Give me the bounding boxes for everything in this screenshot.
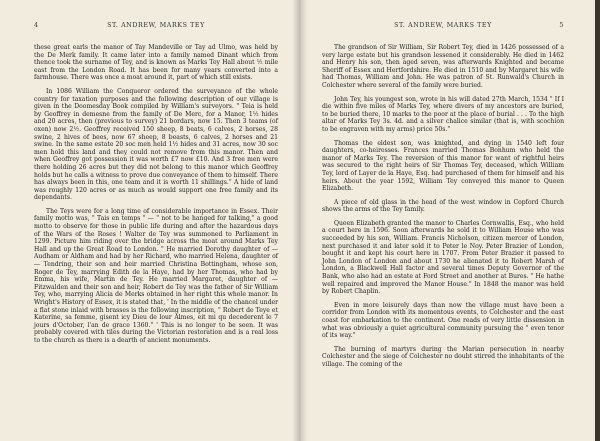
right-paragraph: Even in more leisurely days than now the village must have been a corridor from London with its momentous events, to Colchester and the east coast for embarkation to the continent. One reads of very little dissension in what was obviously a quiet agricultural community pursuing the " even tenor of its way." <box>322 301 564 340</box>
book-gutter <box>292 0 308 441</box>
left-page-number: 4 <box>34 22 39 29</box>
right-page <box>300 0 600 441</box>
right-paragraph: The burning of martyrs during the Marian persecution in nearby Colchester and the siege of Colchester no doubt stirred the inhabitants of the village. The coming of the <box>322 345 564 368</box>
right-running-head: ST. ANDREW, MARKS TEY <box>394 22 492 29</box>
left-paragraph: In 1086 William the Conqueror ordered the surveyance of the whole country for taxation purposes and the following description of our village is given in the Doomesday Book compiled by William's surveyors. " Teia is held by Geoffrey in demesne from the family of De Merc, for a Manor, 1½ hides and 20 acres, then (previous to survey) 21 bordars, now 15. Then 3 teams (of oxen) now 2½. Geoffrey received 150 sheep, 8 beats, 6 calves, 2 horses, 28 swine, 2 hives of bees, now 67 sheep, 8 beasts, 6 calves, 2 horses and 21 swine. In the same estate 20 soc men held 1½ hides and 31 acres, now 30 soc men hold this land and they could not remove from this manor. Then and when Geoffrey got possession it was worth £7 now £10. And 3 free men were there holding 26 acres but they did not belong to this manor which Geoffrey holds but he calls a witness to prove due conveyance of them to himself. There has always been in this, one team and it is worth 11 shillings." A hide of land was roughly 120 acres or as much as would support one free family and its dependants. <box>34 87 278 202</box>
right-paragraph: A piece of old glass in the head of the west window in Copford Church shows the arms of the Tey family. <box>322 198 564 214</box>
left-running-head: ST. ANDREW, MARKS TEY <box>107 22 205 29</box>
left-paragraph: these great earls the manor of Tay Mandeville or Tay ad Ulmo, was held by the De Merk family. It came later into a family named Dinant which from thence took the surname of Tey, and is known as Marks Tey Hall about ½ mile east from the London Road. It has been for many years converted into a farmhouse. There was once a moat around it, part of which still exists. <box>34 44 278 82</box>
right-page-number: 5 <box>559 22 564 29</box>
right-paragraph: Thomas the eldest son, was knighted, and dying in 1540 left four daughters, co-heiresses. Frances married Thomas Bonhum who held the manor of Marks Tey. The reversion of this manor for want of rightful heirs was secured to the right heirs of Sir Thomas Tey, deceased, which William Tey, lord of Layer de la Haye, Esq. had purchased of them for himself and his heirs. About the year 1592, William Tey conveyed this manor to Queen Elizabeth. <box>322 139 564 193</box>
right-paragraph: Queen Elizabeth granted the manor to Charles Cornwallis, Esq., who held a court here in 1596. Soon afterwards he sold it to William House who was succeeded by his son, William. Francis Nicholson, citizen mercer of London, next purchased it and later sold it to Peter le Noy. Peter Brazier of London, bought it and kept his court here in 1707. From Peter Brazier it passed to John London of London and about 1730 he alienated it to Robert Marsh of London, a Blackwell Hall factor and several times Deputy Governor of the Bank, who also had an estate at Ford Street and another at Bures. " He hathe well repaired and improved the Manor House." In 1848 the manor was held by Robert Chaplin. <box>322 219 564 296</box>
page-edge-right <box>595 0 600 441</box>
left-page-header <box>34 22 278 34</box>
right-paragraph: John Tey, his youngest son, wrote in his will dated 27th March, 1534 " If I die within five miles of Marks Tey, where divers of my ancestors are buried, to be buried there, 10 marks to the poor at the place of burial . . . To the high altar of Marks Tey 3s. 4d. and a silver chalice similar (that is, with scochion to be engraven with my arms) price 50s." <box>322 95 564 133</box>
right-page-header <box>322 22 564 34</box>
left-paragraph: The Teys were for a long time of considerable importance in Essex. Their family motto was, " Tais en temps " — " not to be hanged for talking," a good motto to observe for those in public life during and after the hazardous days of the Wars of the Roses ! Walter de Tey was summoned to Parliament in 1299. Picture him riding over the bridge across the moat around Marks Tey Hall and up the Great Road to London. " He married Dorothy daughter of — Audham or Aldham and had by her Richard, who married Helena, daughter of — Tendring, their son and heir married Christina Bottingham, whose son, Roger de Tey, marrying Edith de la Haye, had by her Thomas, who had by Emma, his wife, Martin de Tey. He married Margaret, daughter of — Fitzwalden and their son and heir, Robert de Tey was the father of Sir William Tey, who, marrying Alicia de Merks obtained in her right this whole manor. In Wright's History of Essex, it is stated that, ' In the middle of the chancel under a flat stone inlaid with brasses is the following inscription, " Robert de Teye et Katerine, sa femme, gisent icy Dieu de lour Almes, eit mi qu decederent le 7 jours d'October, l'an de grace 1360." ' This is no longer to be seen. It was probably covered with tiles during the Victorian restoration and is a real loss to the church as there is a dearth of ancient monuments. <box>34 207 278 344</box>
right-paragraph: The grandson of Sir William, Sir Robert Tey, died in 1426 possessed of a very large estate but his grandson lessened it considerably. He died in 1462 and Henry his son, then aged seven, was afterwards Knighted and became Sheriff of Essex and Hertfordshire. He died in 1510 and by Margaret his wife had Thomas, William and John. He was patron of St. Runwald's Church in Colchester where several of the family were buried. <box>322 44 564 89</box>
